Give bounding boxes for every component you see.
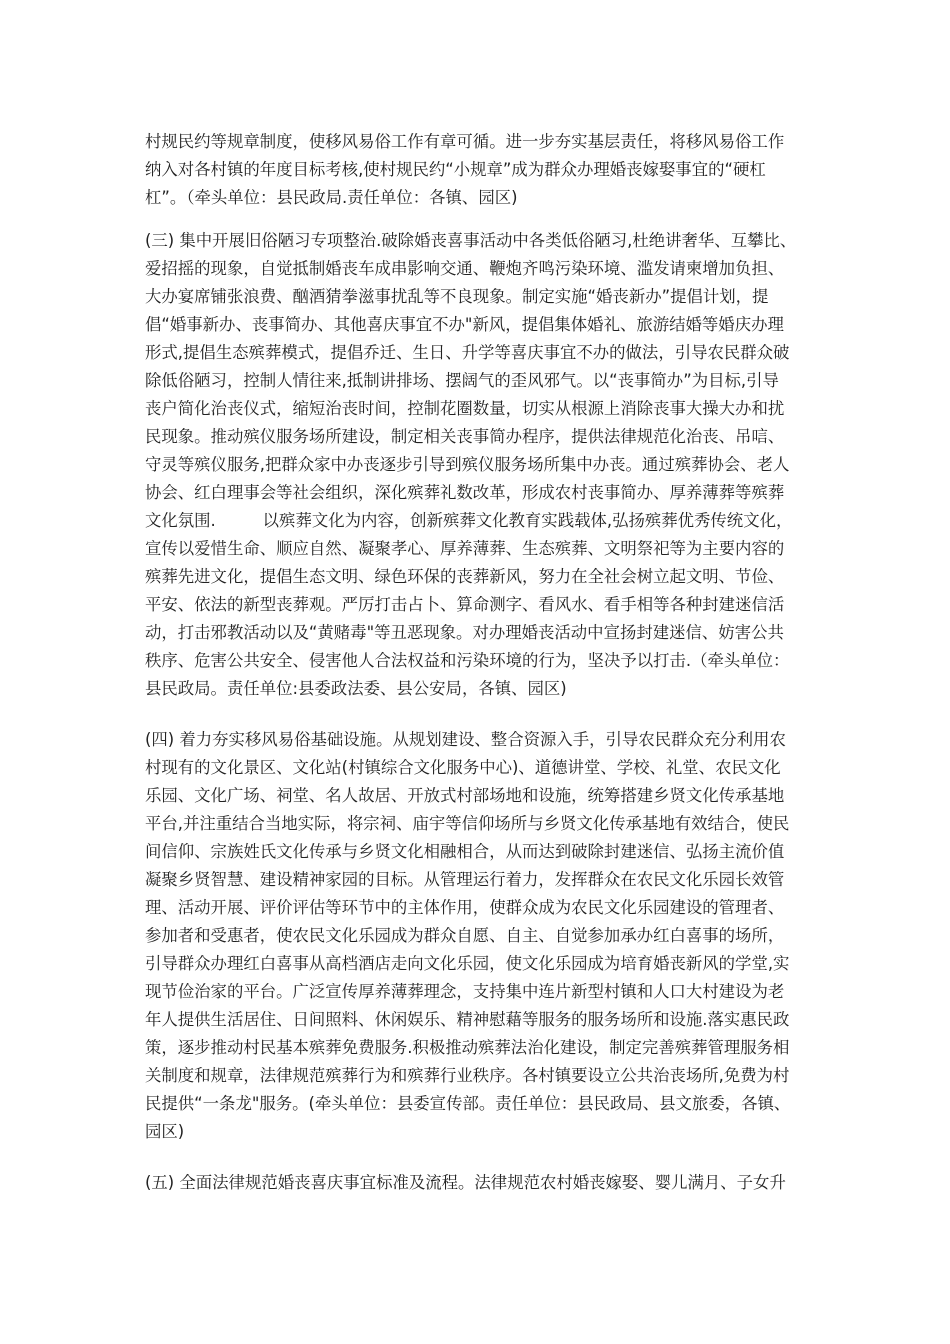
text-line: 村现有的文化景区、文化站(村镇综合文化服务中心)、道德讲堂、学校、礼堂、农民文化 — [145, 758, 781, 777]
text-line: 丧户简化治丧仪式，缩短治丧时间，控制花圈数量，切实从根源上消除丧事大操大办和扰 — [145, 399, 785, 418]
text-line: 平安、依法的新型丧葬观。严厉打击占卜、算命测字、看风水、看手相等各种封建迷信活 — [145, 595, 785, 614]
text-line: (三) 集中开展旧俗陋习专项整治.破除婚丧喜事活动中各类低俗陋习,杜绝讲奢华、互攀比、 — [145, 231, 797, 250]
text-line: 园区) — [145, 1122, 185, 1141]
text-line: 倡“婚事新办、丧事简办、其他喜庆事宜不办"新风，提倡集体婚礼、旅游结婚等婚庆办理 — [145, 315, 784, 334]
text-line: 凝聚乡贤智慧、建设精神家园的目标。从管理运行着力，发挥群众在农民文化乐园长效管 — [145, 870, 785, 889]
text-line: 理、活动开展、评价评估等环节中的主体作用，使群众成为农民文化乐园建设的管理者、 — [145, 898, 785, 917]
text-line: 民提供“一条龙"服务。(牵头单位：县委宣传部。责任单位：县民政局、县文旅委，各镇、 — [145, 1094, 791, 1113]
text-line: 县民政局。责任单位:县委政法委、县公安局，各镇、园区) — [145, 679, 567, 698]
text-line: 宣传以爱惜生命、顺应自然、凝聚孝心、厚养薄葬、生态殡葬、文明祭祀等为主要内容的 — [145, 539, 785, 558]
text-line: 年人提供生活居住、日间照料、休闲娱乐、精神慰藉等服务的服务场所和设施.落实惠民政 — [145, 1010, 790, 1029]
text-line: 民现象。推动殡仪服务场所建设，制定相关丧事简办程序，提供法律规范化治丧、吊唁、 — [145, 427, 785, 446]
text-line: 引导群众办理红白喜事从高档酒店走向文化乐园，使文化乐园成为培育婚丧新风的学堂,实 — [145, 954, 790, 973]
text-line: 杠”。（牵头单位：县民政局.责任单位：各镇、园区) — [145, 188, 518, 207]
text-line: 间信仰、宗族姓氏文化传承与乡贤文化相融相合，从而达到破除封建迷信、弘扬主流价值 — [145, 842, 785, 861]
text-line: 策，逐步推动村民基本殡葬免费服务.积极推动殡葬法治化建设，制定完善殡葬管理服务相 — [145, 1038, 790, 1057]
text-line: 现节俭治家的平台。广泛宣传厚养薄葬理念，支持集中连片新型村镇和人口大村建设为老 — [145, 982, 785, 1001]
text-line: 除低俗陋习，控制人情往来,抵制讲排场、摆阔气的歪风邪气。以“丧事简办”为目标,引导 — [145, 371, 779, 390]
text-line: 秩序、危害公共安全、侵害他人合法权益和污染环境的行为，坚决予以打击.（牵头单位： — [145, 651, 790, 670]
text-line: 形式,提倡生态殡葬模式，提倡乔迁、生日、升学等喜庆事宜不办的做法，引导农民群众破 — [145, 343, 790, 362]
text-line: 乐园、文化广场、祠堂、名人故居、开放式村部场地和设施，统筹搭建乡贤文化传承基地 — [145, 786, 785, 805]
text-line: 村规民约等规章制度，使移风易俗工作有章可循。进一步夯实基层责任，将移风易俗工作 — [145, 132, 785, 151]
text-line: (五) 全面法律规范婚丧喜庆事宜标准及流程。法律规范农村婚丧嫁娶、婴儿满月、子女升 — [145, 1173, 786, 1192]
text-line: 殡葬先进文化，提倡生态文明、绿色环保的丧葬新风，努力在全社会树立起文明、节俭、 — [145, 567, 785, 586]
text-line: 协会、红白理事会等社会组织，深化殡葬礼数改革，形成农村丧事简办、厚养薄葬等殡葬 — [145, 483, 785, 502]
text-line: 参加者和受惠者，使农民文化乐园成为群众自愿、自主、自觉参加承办红白喜事的场所， — [145, 926, 785, 945]
text-line: 文化氛围. 以殡葬文化为内容，创新殡葬文化教育实践载体,弘扬殡葬优秀传统文化， — [145, 511, 793, 530]
text-line: 守灵等殡仪服务,把群众家中办丧逐步引导到殡仪服务场所集中办丧。通过殡葬协会、老人 — [145, 455, 790, 474]
text-line: 大办宴席铺张浪费、酗酒猜拳滋事扰乱等不良现象。制定实施“婚丧新办”提倡计划，提 — [145, 287, 769, 306]
text-line: 动，打击邪教活动以及“黄赌毒"等丑恶现象。对办理婚丧活动中宣扬封建迷信、妨害公共 — [145, 623, 784, 642]
text-line: 平台,并注重结合当地实际，将宗祠、庙宇等信仰场所与乡贤文化传承基地有效结合，使民 — [145, 814, 790, 833]
text-line: (四) 着力夯实移风易俗基础设施。从规划建设、整合资源入手，引导农民群众充分利用农 — [145, 730, 786, 749]
text-line: 关制度和规章，法律规范殡葬行为和殡葬行业秩序。各村镇要设立公共治丧场所,免费为村 — [145, 1066, 790, 1085]
text-line: 爱招摇的现象，自觉抵制婚丧车成串影响交通、鞭炮齐鸣污染环境、滥发请柬增加负担、 — [145, 259, 785, 278]
text-line: 纳入对各村镇的年度目标考核,使村规民约“小规章”成为群众办理婚丧嫁娶事宜的“硬杠 — [145, 160, 766, 179]
